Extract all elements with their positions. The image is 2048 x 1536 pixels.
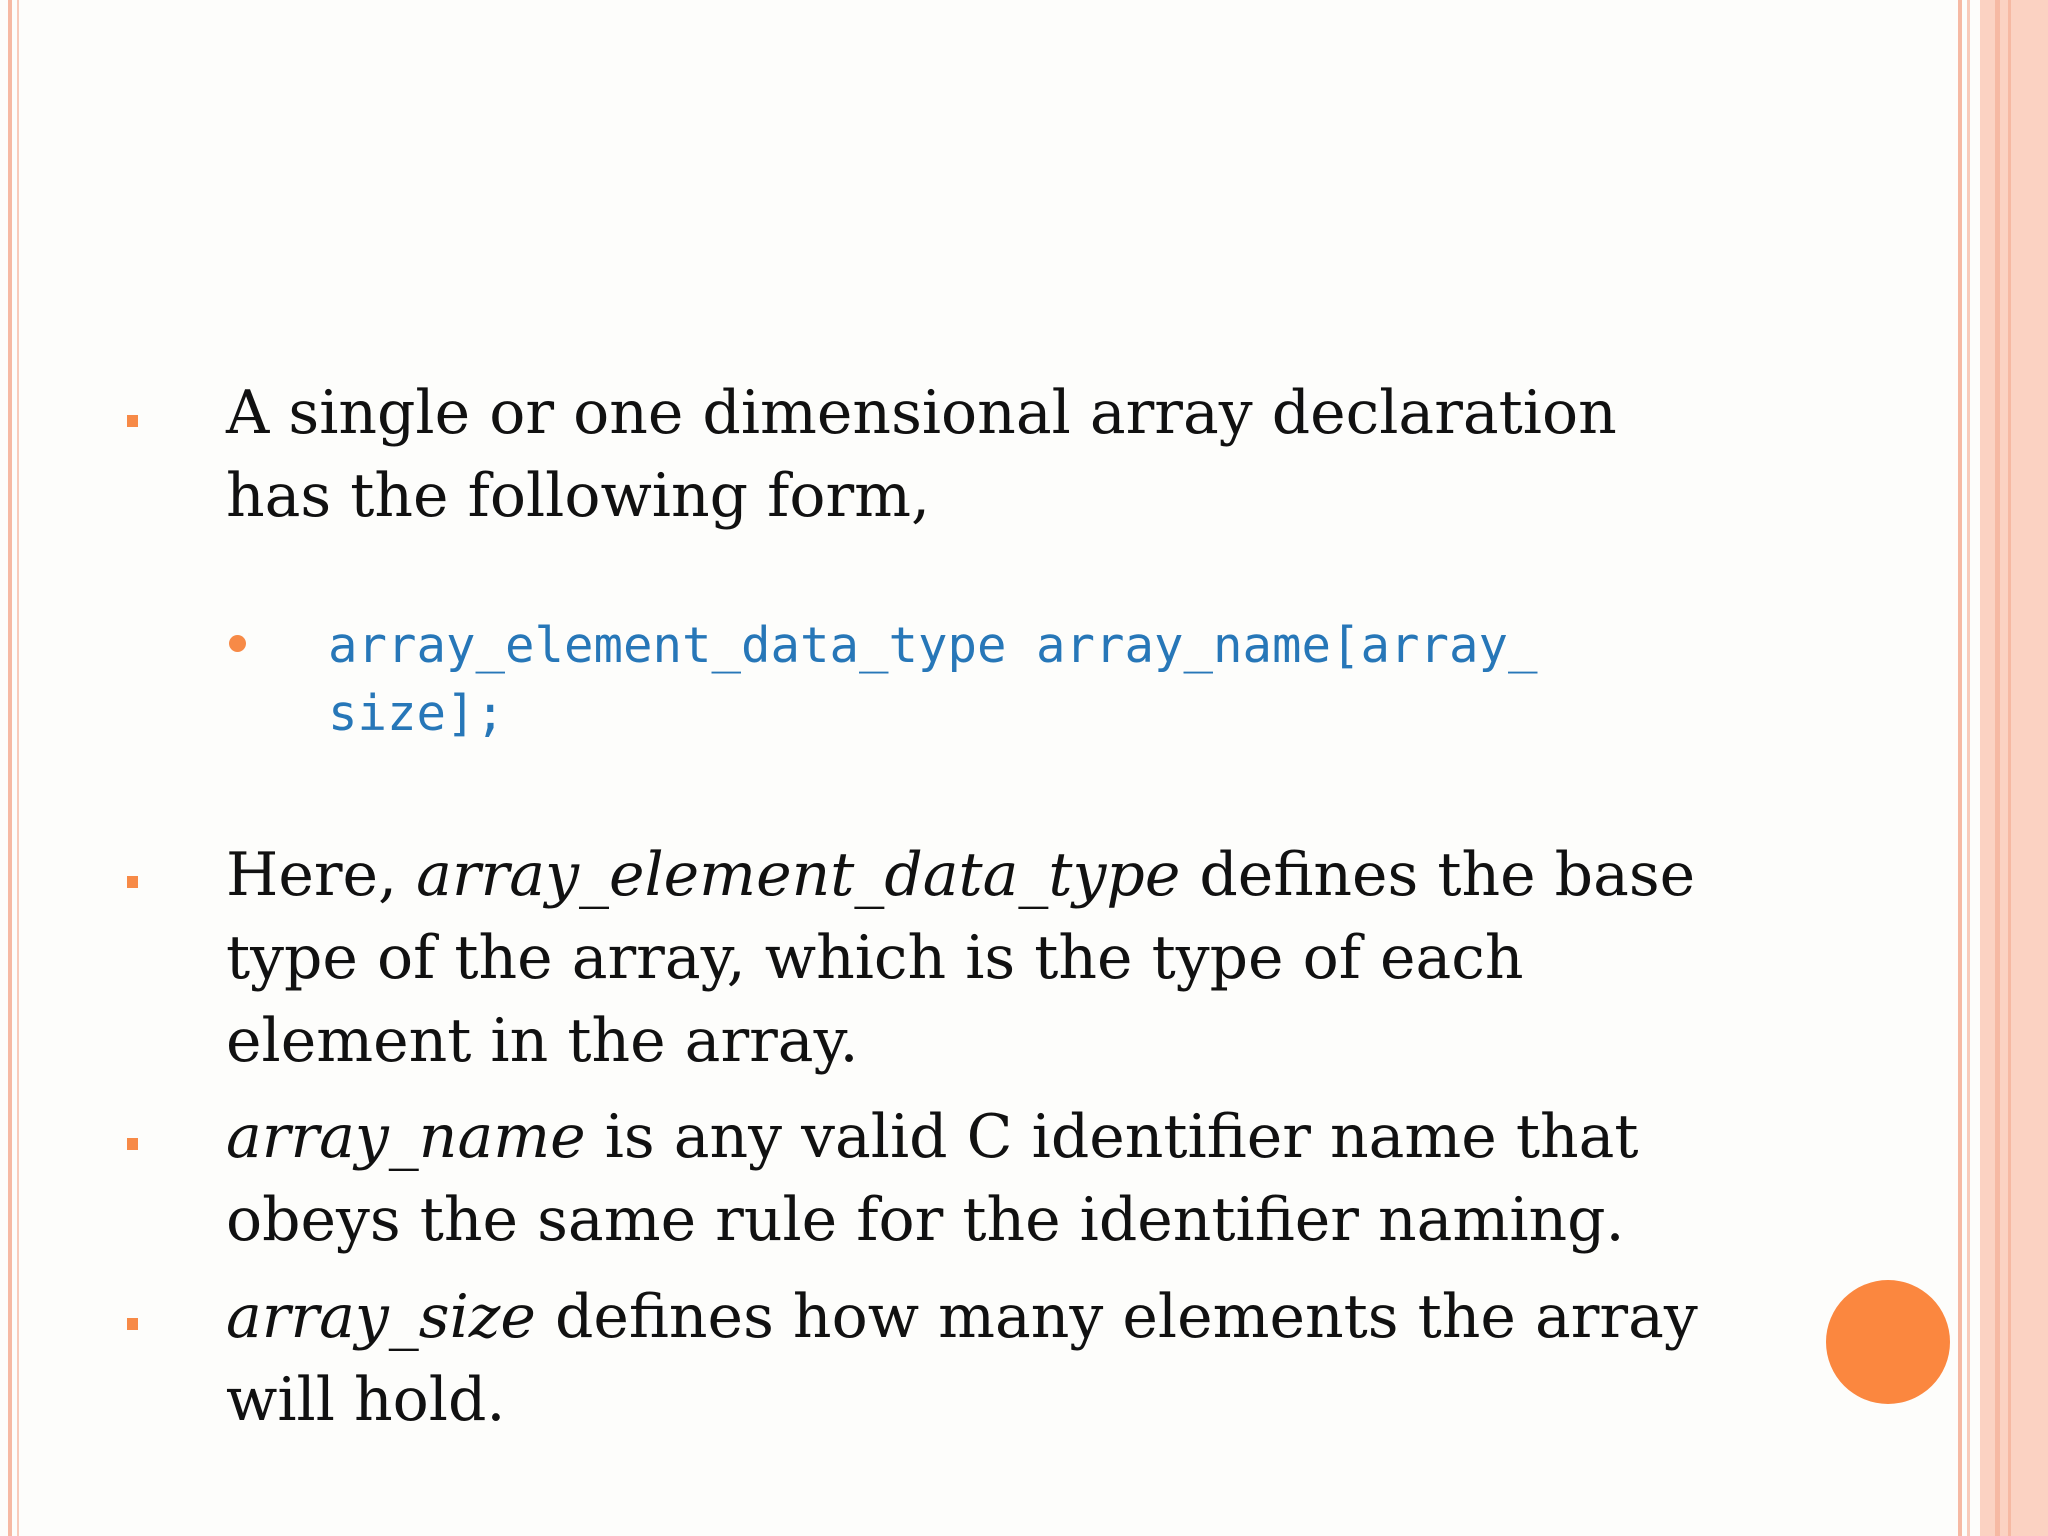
- bullet-text-line: type of the array, which is the type of each: [226, 923, 1524, 993]
- term-array-name: array_name: [226, 1102, 586, 1172]
- bullet-declaration-intro: [226, 372, 1786, 538]
- square-bullet-icon: [127, 1138, 138, 1150]
- right-edge-line-thin: [1967, 0, 1970, 1536]
- bullet-text-line: element in the array.: [226, 1006, 859, 1076]
- square-bullet-icon: [127, 415, 138, 427]
- square-bullet-icon: [127, 876, 138, 888]
- square-bullet-icon: [127, 1318, 138, 1330]
- code-line: size];: [328, 685, 506, 742]
- term-array-element-data-type: array_element_data_type: [416, 840, 1181, 910]
- bullet-text-line: obeys the same rule for the identifier naming.: [226, 1185, 1625, 1255]
- round-bullet-icon: [229, 635, 246, 652]
- code-syntax: [328, 612, 1788, 748]
- code-line: array_element_data_type array_name[array_: [328, 617, 1538, 674]
- bullet-text-line: [226, 1276, 1786, 1359]
- bullet-array-name: [226, 1096, 1786, 1262]
- term-array-size: array_size: [226, 1282, 536, 1352]
- bullet-text-line: has the following form,: [226, 461, 931, 531]
- text-suffix: defines how many elements the array: [535, 1282, 1698, 1352]
- right-band-stripe-thin: [2008, 0, 2011, 1536]
- bullet-text-line: will hold.: [226, 1365, 506, 1435]
- bullet-text-line: A single or one dimensional array declaration: [226, 378, 1617, 448]
- right-band-stripe: [1995, 0, 2000, 1536]
- right-edge-band: [1980, 0, 2048, 1536]
- text-suffix: is any valid C identifier name that: [585, 1102, 1639, 1172]
- text-prefix: Here,: [226, 840, 417, 910]
- bullet-text-line: [226, 834, 1786, 917]
- right-edge-line: [1958, 0, 1962, 1536]
- text-suffix: defines the base: [1180, 840, 1696, 910]
- bullet-array-size: [226, 1276, 1786, 1442]
- bullet-text-line: [226, 1096, 1786, 1179]
- bullet-data-type: [226, 834, 1786, 1083]
